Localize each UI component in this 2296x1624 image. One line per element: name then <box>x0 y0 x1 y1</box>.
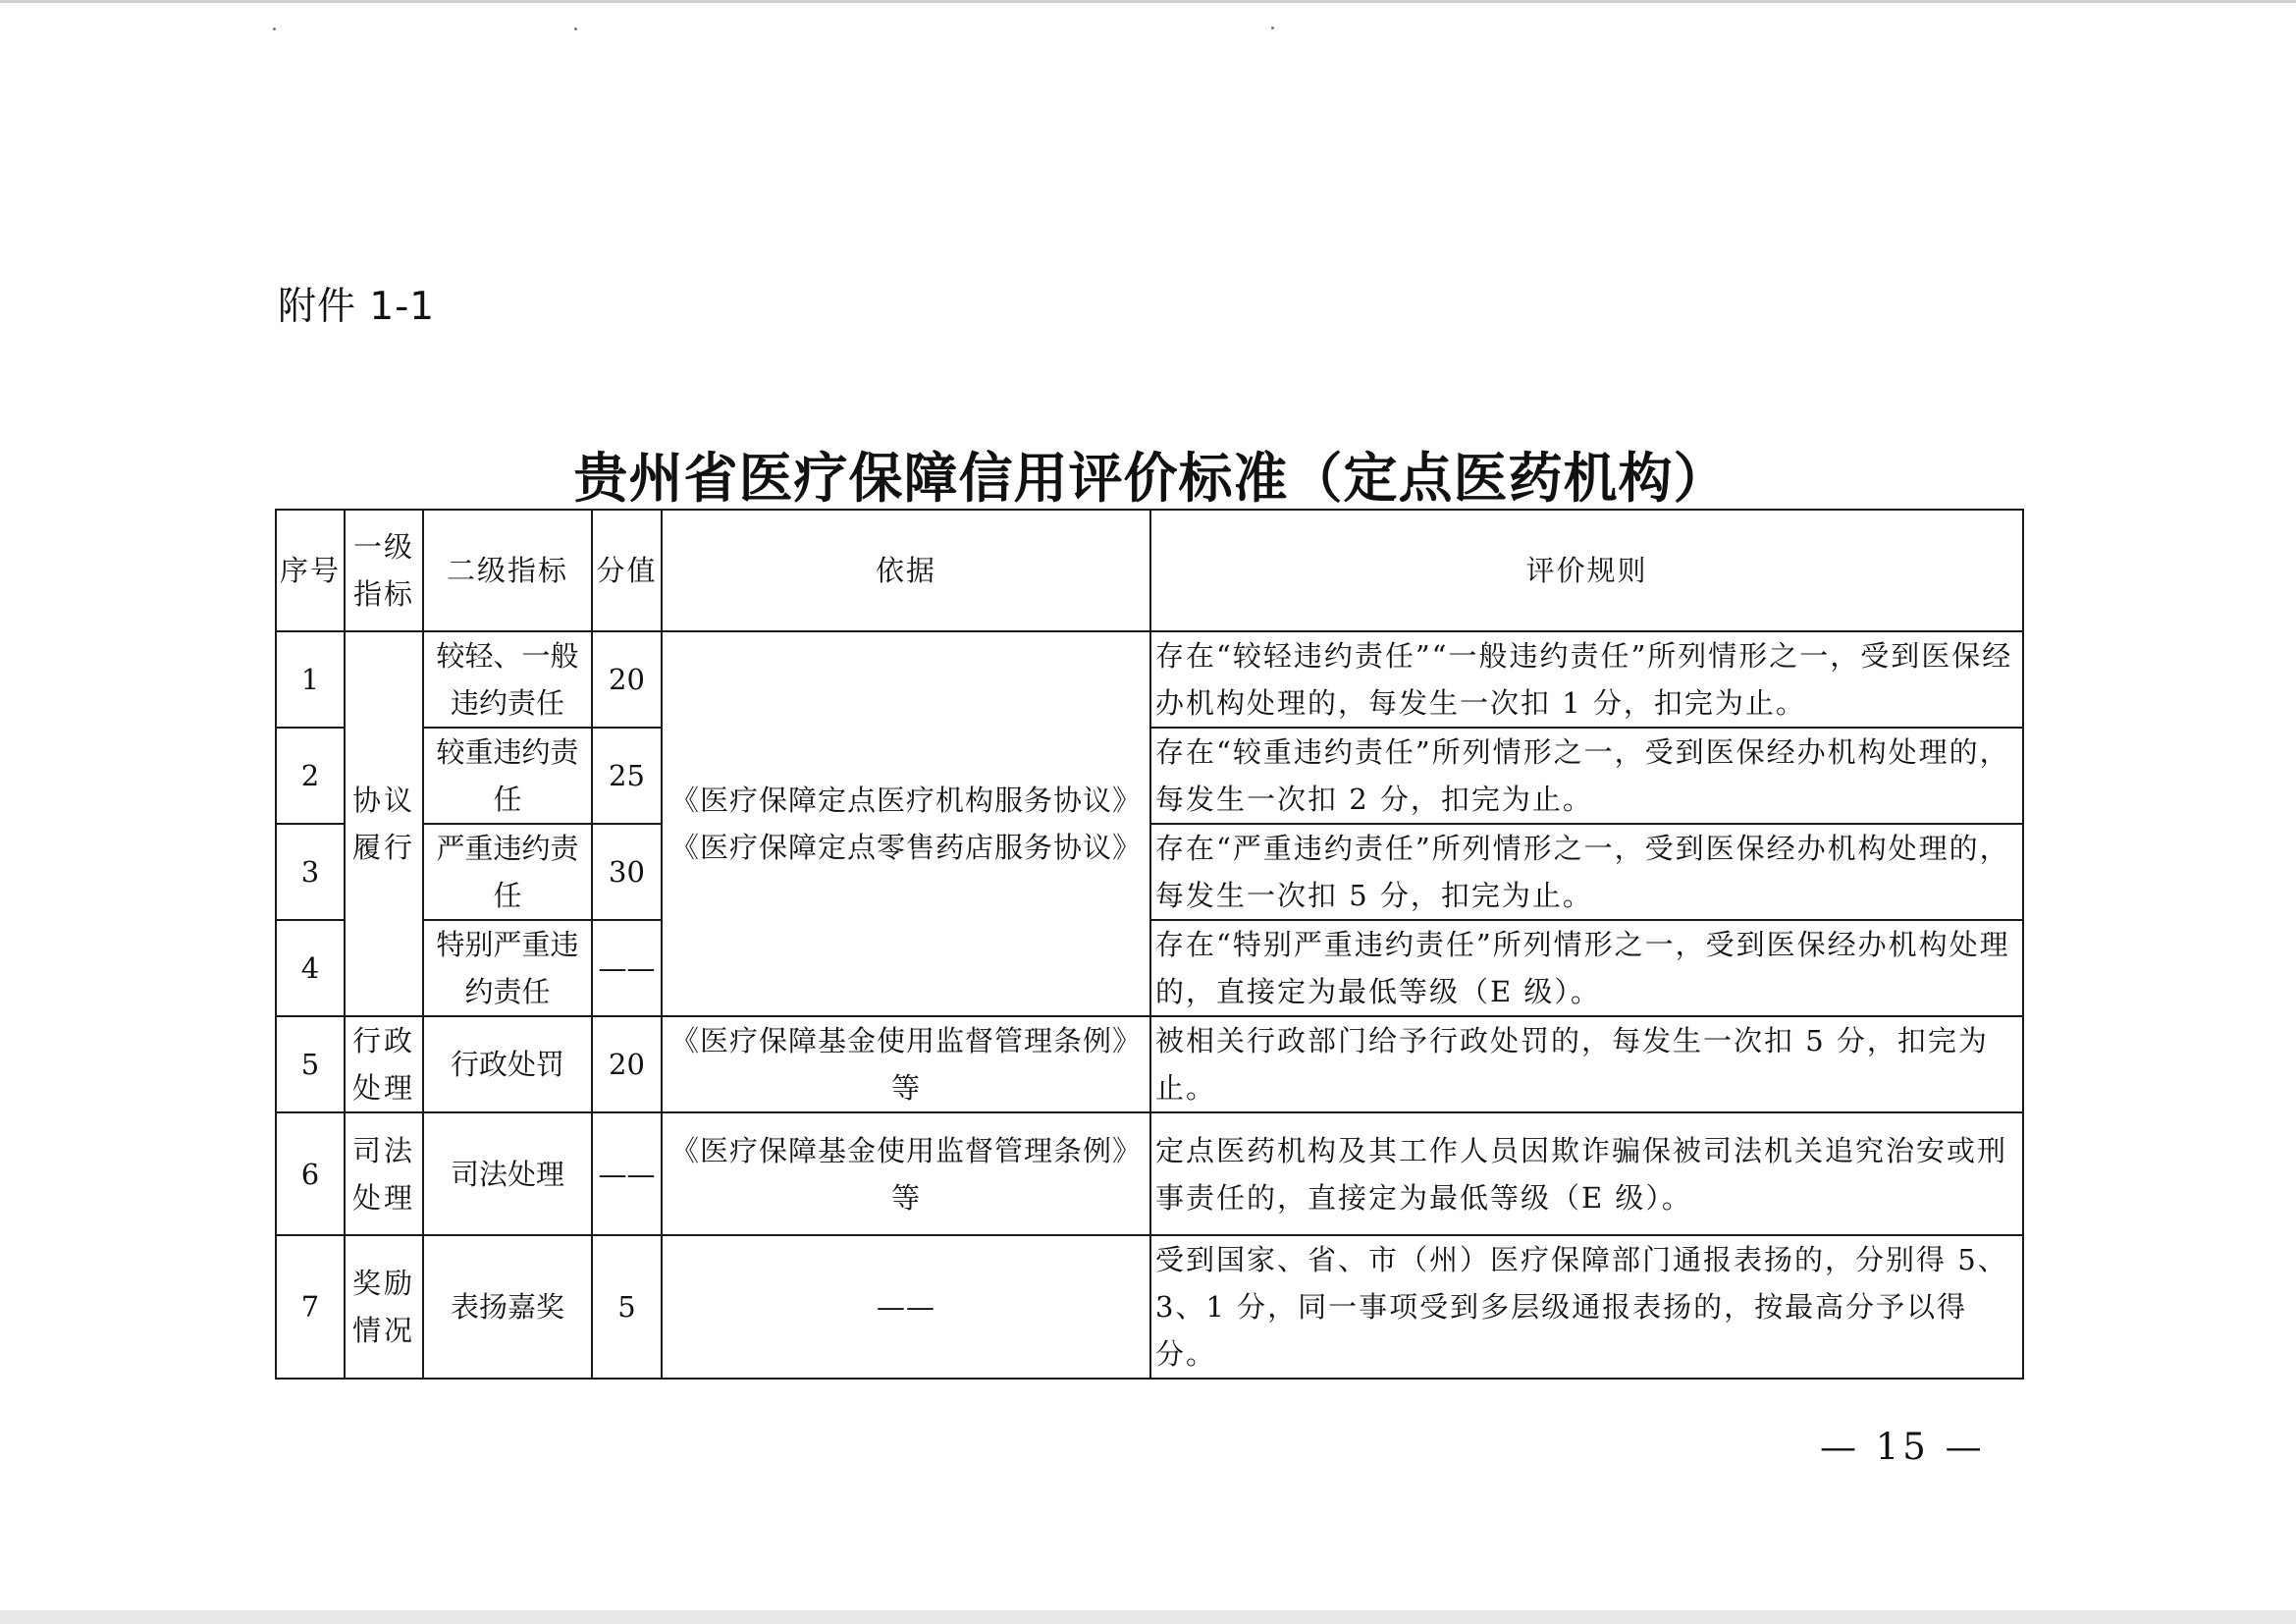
rule-cell: 定点医药机构及其工作人员因欺诈骗保被司法机关追究治安或刑事责任的，直接定为最低等级（E 级）。 <box>1150 1112 2023 1235</box>
seq-cell: 1 <box>276 631 345 728</box>
score-cell: 20 <box>592 631 662 728</box>
rule-cell: 受到国家、省、市（州）医疗保障部门通报表扬的，分别得 5、3、1 分，同一事项受到多层级通报表扬的，按最高分予以得分。 <box>1150 1235 2023 1379</box>
score-cell: —— <box>592 920 662 1016</box>
level1-agreement: 协议履行 <box>345 631 423 1016</box>
rule-cell: 存在“特别严重违约责任”所列情形之一，受到医保经办机构处理的，直接定为最低等级（E 级）。 <box>1150 920 2023 1016</box>
header-level1: 一级指标 <box>345 510 423 631</box>
basis-agreement: 《医疗保障定点医疗机构服务协议》《医疗保障定点零售药店服务协议》 <box>662 631 1150 1016</box>
header-score: 分值 <box>592 510 662 631</box>
level2-cell: 严重违约责任 <box>423 824 592 920</box>
scan-edge-top <box>0 0 2296 3</box>
score-cell: 5 <box>592 1235 662 1379</box>
rule-cell: 被相关行政部门给予行政处罚的，每发生一次扣 5 分，扣完为止。 <box>1150 1016 2023 1112</box>
basis-none: —— <box>662 1235 1150 1379</box>
attachment-label: 附件 1-1 <box>278 285 436 329</box>
basis-fund-regulation: 《医疗保障基金使用监督管理条例》等 <box>662 1016 1150 1112</box>
scan-edge-bottom <box>0 1610 2296 1624</box>
score-cell: —— <box>592 1112 662 1235</box>
seq-cell: 5 <box>276 1016 345 1112</box>
table-row <box>276 631 2023 728</box>
seq-cell: 2 <box>276 728 345 824</box>
level2-cell: 较重违约责任 <box>423 728 592 824</box>
score-cell: 25 <box>592 728 662 824</box>
scan-speck <box>1271 27 1274 29</box>
level2-cell: 表扬嘉奖 <box>423 1235 592 1379</box>
level1-reward: 奖励情况 <box>345 1235 423 1379</box>
seq-cell: 4 <box>276 920 345 1016</box>
score-cell: 30 <box>592 824 662 920</box>
header-level2: 二级指标 <box>423 510 592 631</box>
table-row <box>276 1235 2023 1379</box>
table-row <box>276 1016 2023 1112</box>
score-cell: 20 <box>592 1016 662 1112</box>
rule-cell: 存在“较轻违约责任”“一般违约责任”所列情形之一，受到医保经办机构处理的，每发生一次扣 1 分，扣完为止。 <box>1150 631 2023 728</box>
level2-cell: 司法处理 <box>423 1112 592 1235</box>
page-number: — 15 — <box>1820 1426 1986 1468</box>
basis-fund-regulation: 《医疗保障基金使用监督管理条例》等 <box>662 1112 1150 1235</box>
seq-cell: 7 <box>276 1235 345 1379</box>
table-header-row <box>276 510 2023 631</box>
table-row <box>276 1112 2023 1235</box>
seq-cell: 6 <box>276 1112 345 1235</box>
header-basis: 依据 <box>662 510 1150 631</box>
seq-cell: 3 <box>276 824 345 920</box>
scan-speck <box>574 27 577 30</box>
header-rule: 评价规则 <box>1150 510 2023 631</box>
level1-judicial: 司法处理 <box>345 1112 423 1235</box>
rule-cell: 存在“较重违约责任”所列情形之一，受到医保经办机构处理的，每发生一次扣 2 分，扣完为止。 <box>1150 728 2023 824</box>
rule-cell: 存在“严重违约责任”所列情形之一，受到医保经办机构处理的，每发生一次扣 5 分，扣完为止。 <box>1150 824 2023 920</box>
level2-cell: 较轻、一般违约责任 <box>423 631 592 728</box>
level1-admin: 行政处理 <box>345 1016 423 1112</box>
scan-speck <box>273 27 276 30</box>
header-seq: 序号 <box>276 510 345 631</box>
level2-cell: 行政处罚 <box>423 1016 592 1112</box>
document-title: 贵州省医疗保障信用评价标准（定点医药机构） <box>573 447 1729 510</box>
level2-cell: 特别严重违约责任 <box>423 920 592 1016</box>
credit-evaluation-table <box>275 509 2024 1380</box>
